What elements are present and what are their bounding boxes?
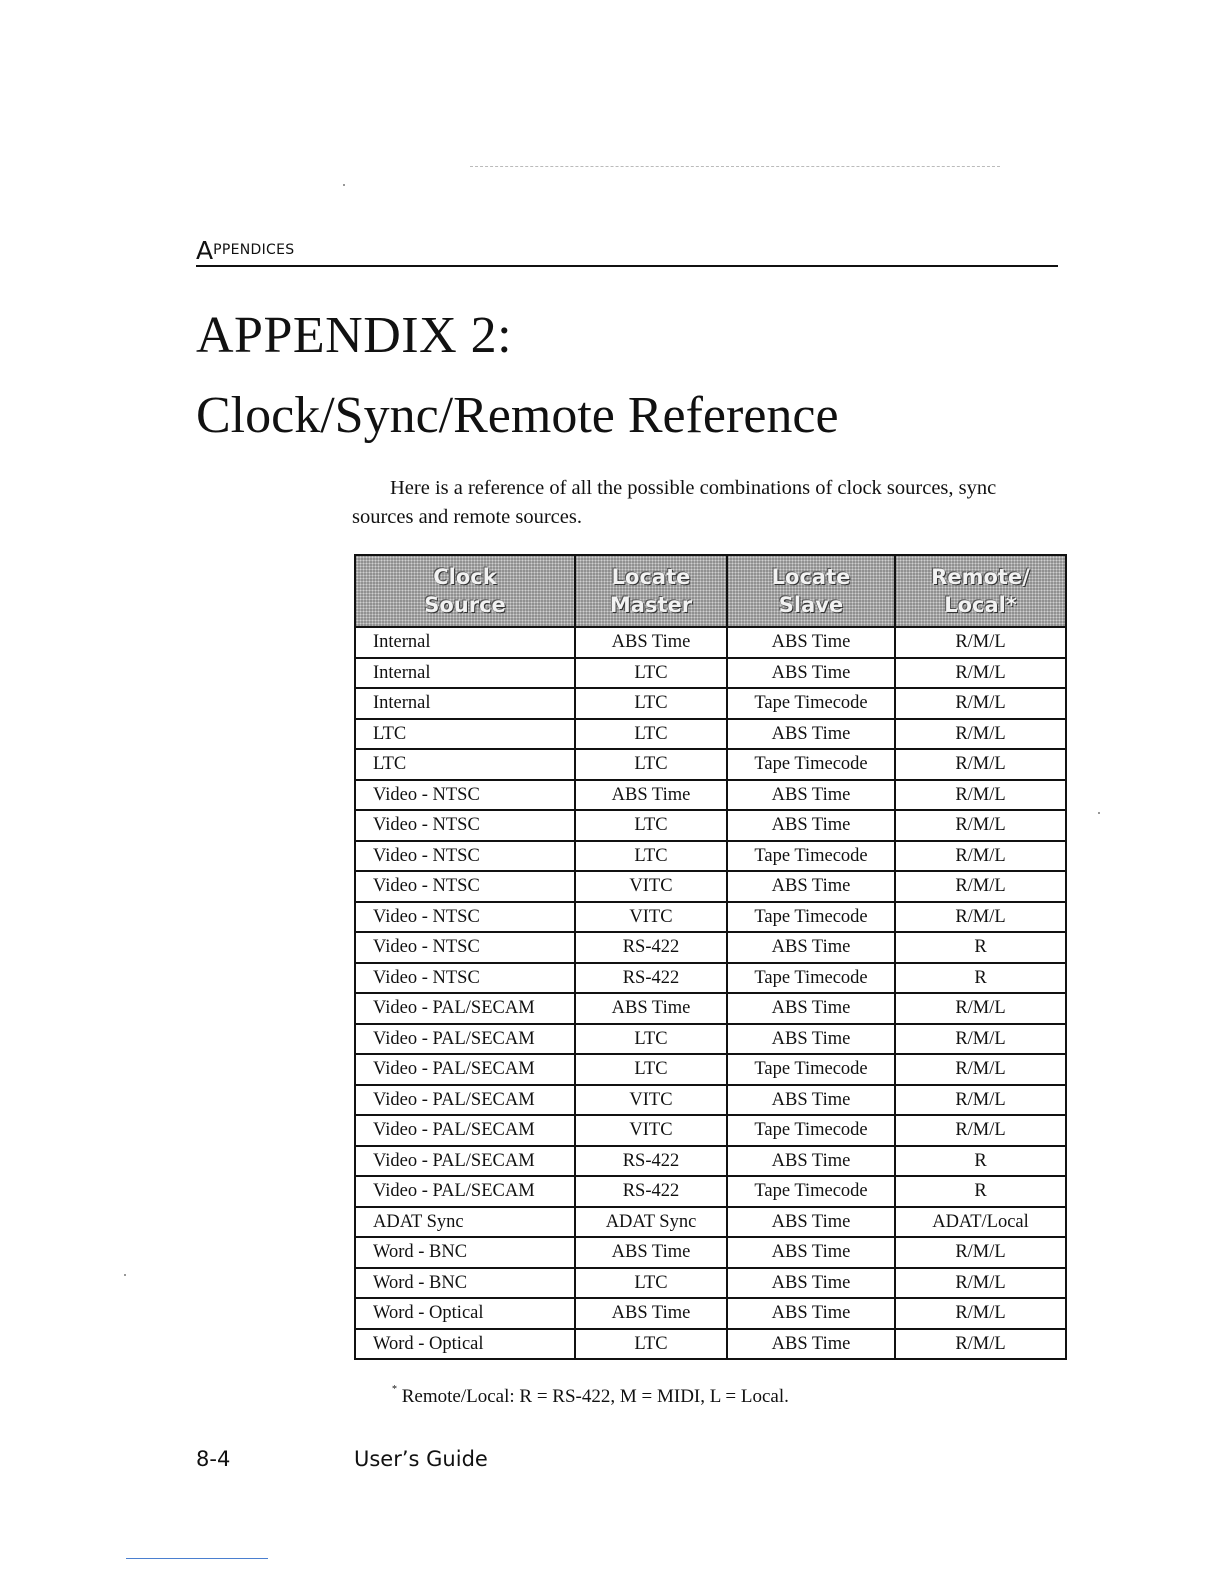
cell-clock-source: Video - NTSC bbox=[355, 841, 575, 872]
table-row bbox=[355, 810, 1066, 841]
table-footnote bbox=[392, 1383, 789, 1408]
footnote-marker: * bbox=[392, 1383, 397, 1395]
cell-locate-slave: ABS Time bbox=[727, 1237, 895, 1268]
cell-remote-local: R/M/L bbox=[895, 627, 1066, 658]
table-row bbox=[355, 932, 1066, 963]
table-row bbox=[355, 1268, 1066, 1299]
cell-locate-master: ADAT Sync bbox=[575, 1207, 727, 1238]
header-line: Locate bbox=[611, 565, 691, 589]
header-clock-source bbox=[355, 555, 575, 627]
cell-clock-source: Video - PAL/SECAM bbox=[355, 1085, 575, 1116]
header-line: Remote/ bbox=[931, 565, 1030, 589]
cell-clock-source: Video - NTSC bbox=[355, 810, 575, 841]
cell-clock-source: Video - PAL/SECAM bbox=[355, 993, 575, 1024]
intro-paragraph: Here is a reference of all the possible combinations of clock sources, sync sources and remote sources. bbox=[352, 477, 997, 528]
cell-locate-slave: ABS Time bbox=[727, 1268, 895, 1299]
cell-remote-local: R/M/L bbox=[895, 688, 1066, 719]
cell-locate-master: ABS Time bbox=[575, 1298, 727, 1329]
cell-locate-slave: ABS Time bbox=[727, 627, 895, 658]
table-row bbox=[355, 902, 1066, 933]
cell-locate-slave: Tape Timecode bbox=[727, 1115, 895, 1146]
cell-remote-local: R/M/L bbox=[895, 841, 1066, 872]
cell-locate-slave: Tape Timecode bbox=[727, 902, 895, 933]
cell-locate-slave: ABS Time bbox=[727, 1146, 895, 1177]
cell-clock-source: Video - NTSC bbox=[355, 963, 575, 994]
scan-speck bbox=[1098, 812, 1100, 814]
cell-locate-master: VITC bbox=[575, 902, 727, 933]
cell-locate-master: LTC bbox=[575, 810, 727, 841]
cell-locate-slave: Tape Timecode bbox=[727, 841, 895, 872]
cell-locate-slave: Tape Timecode bbox=[727, 688, 895, 719]
table-row bbox=[355, 1176, 1066, 1207]
cell-locate-slave: Tape Timecode bbox=[727, 1176, 895, 1207]
cell-remote-local: R/M/L bbox=[895, 902, 1066, 933]
table-header-row bbox=[355, 555, 1066, 627]
header-line: Clock bbox=[433, 565, 497, 589]
cell-remote-local: R/M/L bbox=[895, 719, 1066, 750]
cell-remote-local: R/M/L bbox=[895, 1115, 1066, 1146]
cell-clock-source: Video - PAL/SECAM bbox=[355, 1146, 575, 1177]
table-row bbox=[355, 1054, 1066, 1085]
scan-artifact-line bbox=[470, 166, 1000, 167]
cell-clock-source: Video - PAL/SECAM bbox=[355, 1176, 575, 1207]
table-row bbox=[355, 1115, 1066, 1146]
cell-locate-master: LTC bbox=[575, 1054, 727, 1085]
cell-locate-slave: ABS Time bbox=[727, 1207, 895, 1238]
cell-locate-master: ABS Time bbox=[575, 993, 727, 1024]
appendix-subtitle: Clock/Sync/Remote Reference bbox=[196, 387, 839, 444]
cell-clock-source: Video - PAL/SECAM bbox=[355, 1054, 575, 1085]
table-row bbox=[355, 1298, 1066, 1329]
cell-remote-local: R/M/L bbox=[895, 1237, 1066, 1268]
running-head-text: PPENDICES bbox=[213, 242, 295, 258]
cell-locate-master: RS-422 bbox=[575, 1176, 727, 1207]
cell-remote-local: R/M/L bbox=[895, 810, 1066, 841]
cell-locate-slave: ABS Time bbox=[727, 780, 895, 811]
header-line: Master bbox=[609, 593, 693, 617]
cell-remote-local: R/M/L bbox=[895, 993, 1066, 1024]
cell-locate-master: LTC bbox=[575, 841, 727, 872]
header-locate-slave bbox=[727, 555, 895, 627]
cell-locate-master: VITC bbox=[575, 1115, 727, 1146]
scan-speck bbox=[343, 184, 345, 186]
table-row bbox=[355, 841, 1066, 872]
table-row bbox=[355, 993, 1066, 1024]
cell-locate-master: ABS Time bbox=[575, 1237, 727, 1268]
footnote-text: Remote/Local: R = RS-422, M = MIDI, L = Local. bbox=[401, 1386, 789, 1407]
cell-clock-source: LTC bbox=[355, 749, 575, 780]
cell-locate-master: LTC bbox=[575, 1329, 727, 1360]
scan-speck bbox=[124, 1274, 126, 1276]
cell-remote-local: R/M/L bbox=[895, 1085, 1066, 1116]
cell-locate-master: ABS Time bbox=[575, 780, 727, 811]
header-line: Slave bbox=[778, 593, 844, 617]
cell-clock-source: Internal bbox=[355, 688, 575, 719]
cell-clock-source: Video - NTSC bbox=[355, 780, 575, 811]
running-head bbox=[196, 236, 294, 265]
cell-clock-source: Word - Optical bbox=[355, 1329, 575, 1360]
cell-locate-slave: ABS Time bbox=[727, 1024, 895, 1055]
cell-remote-local: R/M/L bbox=[895, 1298, 1066, 1329]
cell-remote-local: R/M/L bbox=[895, 871, 1066, 902]
cell-remote-local: R/M/L bbox=[895, 658, 1066, 689]
cell-remote-local: ADAT/Local bbox=[895, 1207, 1066, 1238]
cell-clock-source: Internal bbox=[355, 627, 575, 658]
table-row bbox=[355, 1329, 1066, 1360]
cell-locate-master: RS-422 bbox=[575, 932, 727, 963]
table-body bbox=[355, 627, 1066, 1359]
header-line: Locate bbox=[771, 565, 851, 589]
cell-locate-master: LTC bbox=[575, 719, 727, 750]
cell-locate-master: LTC bbox=[575, 749, 727, 780]
cell-remote-local: R/M/L bbox=[895, 749, 1066, 780]
cell-locate-slave: ABS Time bbox=[727, 932, 895, 963]
table-row bbox=[355, 1085, 1066, 1116]
cell-clock-source: LTC bbox=[355, 719, 575, 750]
cell-remote-local: R bbox=[895, 1176, 1066, 1207]
table-row bbox=[355, 1207, 1066, 1238]
scan-artifact-blue-line bbox=[126, 1558, 268, 1559]
cell-locate-slave: ABS Time bbox=[727, 1329, 895, 1360]
table-row bbox=[355, 1146, 1066, 1177]
header-remote-local bbox=[895, 555, 1066, 627]
cell-clock-source: ADAT Sync bbox=[355, 1207, 575, 1238]
cell-locate-master: LTC bbox=[575, 658, 727, 689]
cell-clock-source: Internal bbox=[355, 658, 575, 689]
table-row bbox=[355, 871, 1066, 902]
running-head-initial: A bbox=[196, 236, 214, 265]
table-row bbox=[355, 719, 1066, 750]
cell-remote-local: R bbox=[895, 932, 1066, 963]
header-line: Source bbox=[424, 593, 506, 617]
cell-locate-master: ABS Time bbox=[575, 627, 727, 658]
cell-locate-slave: Tape Timecode bbox=[727, 963, 895, 994]
cell-clock-source: Video - NTSC bbox=[355, 932, 575, 963]
table-row bbox=[355, 627, 1066, 658]
cell-locate-master: LTC bbox=[575, 688, 727, 719]
table-row bbox=[355, 688, 1066, 719]
cell-locate-master: LTC bbox=[575, 1268, 727, 1299]
cell-locate-slave: ABS Time bbox=[727, 1085, 895, 1116]
cell-locate-master: VITC bbox=[575, 871, 727, 902]
appendix-title: APPENDIX 2: bbox=[196, 307, 513, 364]
table-row bbox=[355, 749, 1066, 780]
header-rule bbox=[196, 265, 1058, 267]
cell-locate-master: RS-422 bbox=[575, 963, 727, 994]
cell-remote-local: R/M/L bbox=[895, 1268, 1066, 1299]
cell-locate-slave: Tape Timecode bbox=[727, 1054, 895, 1085]
cell-locate-master: VITC bbox=[575, 1085, 727, 1116]
cell-locate-slave: ABS Time bbox=[727, 871, 895, 902]
table-row bbox=[355, 780, 1066, 811]
cell-locate-slave: ABS Time bbox=[727, 658, 895, 689]
table-row bbox=[355, 658, 1066, 689]
cell-locate-master: RS-422 bbox=[575, 1146, 727, 1177]
cell-remote-local: R/M/L bbox=[895, 1329, 1066, 1360]
footer-title: User’s Guide bbox=[354, 1447, 488, 1471]
cell-locate-slave: ABS Time bbox=[727, 1298, 895, 1329]
cell-clock-source: Word - BNC bbox=[355, 1237, 575, 1268]
table-row bbox=[355, 1237, 1066, 1268]
header-line: Local* bbox=[944, 593, 1017, 617]
cell-clock-source: Video - NTSC bbox=[355, 871, 575, 902]
cell-remote-local: R/M/L bbox=[895, 1024, 1066, 1055]
cell-clock-source: Video - PAL/SECAM bbox=[355, 1024, 575, 1055]
cell-locate-slave: ABS Time bbox=[727, 993, 895, 1024]
header-locate-master bbox=[575, 555, 727, 627]
cell-remote-local: R bbox=[895, 1146, 1066, 1177]
cell-clock-source: Video - NTSC bbox=[355, 902, 575, 933]
page-number: 8-4 bbox=[196, 1447, 231, 1471]
cell-locate-slave: ABS Time bbox=[727, 810, 895, 841]
table-row bbox=[355, 1024, 1066, 1055]
cell-clock-source: Word - Optical bbox=[355, 1298, 575, 1329]
cell-clock-source: Video - PAL/SECAM bbox=[355, 1115, 575, 1146]
cell-clock-source: Word - BNC bbox=[355, 1268, 575, 1299]
table-row bbox=[355, 963, 1066, 994]
cell-locate-master: LTC bbox=[575, 1024, 727, 1055]
cell-locate-slave: Tape Timecode bbox=[727, 749, 895, 780]
cell-remote-local: R/M/L bbox=[895, 1054, 1066, 1085]
cell-remote-local: R/M/L bbox=[895, 780, 1066, 811]
cell-remote-local: R bbox=[895, 963, 1066, 994]
cell-locate-slave: ABS Time bbox=[727, 719, 895, 750]
reference-table bbox=[354, 554, 1067, 1360]
